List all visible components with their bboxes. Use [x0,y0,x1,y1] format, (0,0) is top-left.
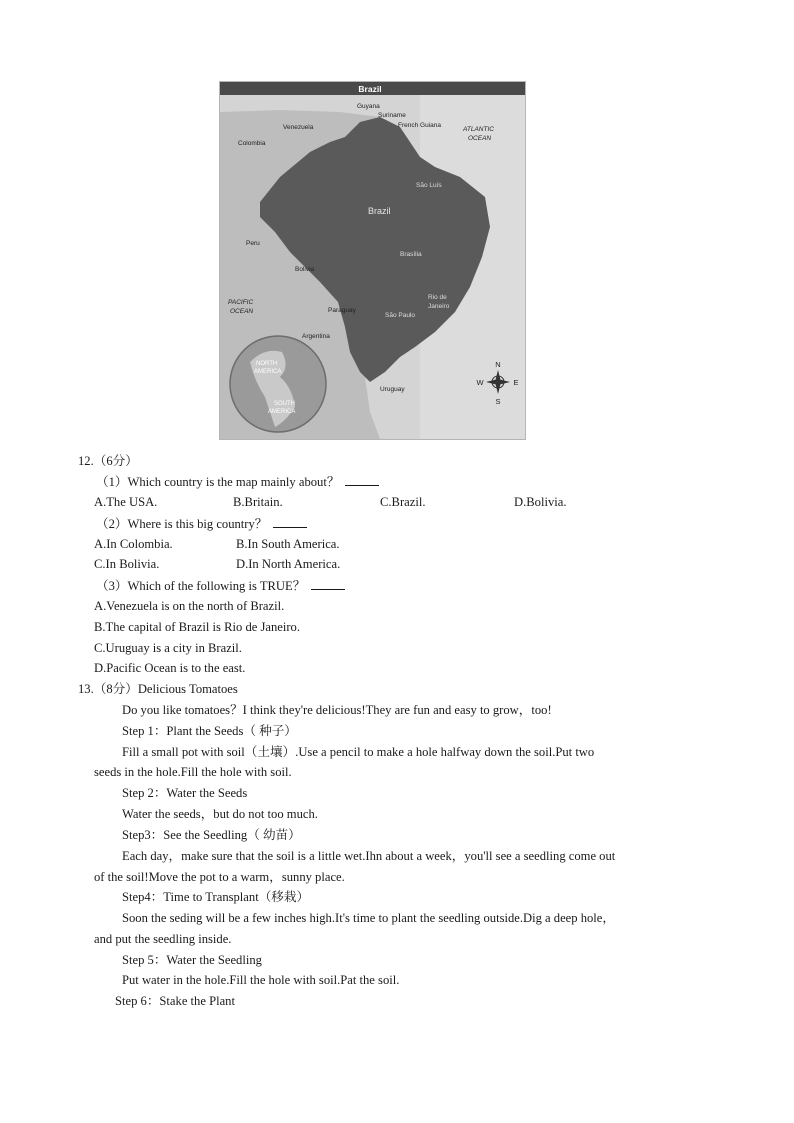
label-venezuela: Venezuela [283,124,314,131]
label-atlantic: ATLANTIC [463,126,494,133]
q13-step1-text-line2: seeds in the hole.Fill the hole with soil. [94,765,292,779]
q12-part3-option-d[interactable]: D.Pacific Ocean is to the east. [94,661,246,675]
svg-text:W: W [476,378,484,387]
brazil-map [220,82,525,439]
q12-part3-option-c[interactable]: C.Uruguay is a city in Brazil. [94,641,242,655]
q13-intro: Do you like tomatoes？I think they're delicious!They are fun and easy to grow，too! [122,703,552,717]
q12-part2-option-d[interactable]: D.In North America. [236,557,341,571]
q12-part1-option-c[interactable]: C.Brazil. [380,495,426,509]
label-suriname: Suriname [378,112,406,119]
answer-blank[interactable] [345,474,379,486]
label-bolivia: Bolivia [295,266,315,273]
q12-part2-option-a[interactable]: A.In Colombia. [94,537,173,551]
label-pacific-ocean: OCEAN [230,308,254,315]
svg-text:NORTH: NORTH [256,361,278,367]
label-rio-janeiro: Janeiro [428,303,450,310]
label-atlantic-ocean: OCEAN [468,135,492,142]
q13-step3-title: Step3：See the Seedling（ 幼苗） [122,828,301,842]
q13-step2-title: Step 2：Water the Seeds [122,786,248,800]
q13-step1-title: Step 1：Plant the Seeds（ 种子） [122,724,297,738]
q13-step4-text-line1: Soon the seding will be a few inches high.It's time to plant the seedling outside.Dig a deep hole， [122,911,615,925]
q13-step4-text-line2: and put the seedling inside. [94,932,232,946]
map-title: Brazil [358,84,382,94]
q12-part3-option-b[interactable]: B.The capital of Brazil is Rio de Janeiro. [94,620,300,634]
label-paraguay: Paraguay [328,307,356,314]
svg-text:SOUTH: SOUTH [274,401,295,407]
q12-part2-option-b[interactable]: B.In South America. [236,537,340,551]
answer-blank[interactable] [311,578,345,590]
label-peru: Peru [246,240,260,247]
label-sao-paulo: São Paulo [385,312,415,319]
label-brasilia: Brasília [400,251,422,258]
brazil-map-figure [219,81,526,440]
svg-text:E: E [513,378,519,387]
q12-part2-stem: （2）Where is this big country？ [96,516,307,532]
q13-header: 13.（8分）Delicious Tomatoes [78,682,238,696]
q12-header: 12.（6分） [78,454,138,468]
label-pacific: PACIFIC [228,299,254,306]
q13-step6-title: Step 6：Stake the Plant [115,994,235,1008]
label-colombia: Colombia [238,140,266,147]
svg-text:AMERICA: AMERICA [254,369,282,375]
label-guyana: Guyana [357,103,380,110]
q13-step5-text: Put water in the hole.Fill the hole with soil.Pat the soil. [122,973,400,987]
answer-blank[interactable] [273,516,307,528]
q13-step1-text-line1: Fill a small pot with soil（土壤）.Use a pencil to make a hole halfway down the soil.Put two [122,745,595,759]
q13-step3-text-line1: Each day，make sure that the soil is a little wet.Ihn about a week，you'll see a seedling come out [122,849,616,863]
q13-step2-text: Water the seeds，but do not too much. [122,807,318,821]
label-argentina: Argentina [302,333,330,340]
q13-step5-title: Step 5：Water the Seedling [122,953,262,967]
label-sao-luis: São Luís [416,182,442,189]
q12-part3-stem: （3）Which of the following is TRUE？ [96,578,345,594]
svg-text:N: N [495,360,501,369]
svg-text:S: S [495,397,501,406]
q12-part2-option-c[interactable]: C.In Bolivia. [94,557,160,571]
label-rio-de: Rio de [428,294,447,301]
q12-part1-option-a[interactable]: A.The USA. [94,495,158,509]
q12-part1-stem: （1）Which country is the map mainly about？ [96,474,379,490]
label-uruguay: Uruguay [380,386,405,393]
q13-step3-text-line2: of the soil!Move the pot to a warm，sunny place. [94,870,345,884]
q12-part3-option-a[interactable]: A.Venezuela is on the north of Brazil. [94,599,285,613]
q12-part1-option-b[interactable]: B.Britain. [233,495,283,509]
q13-step4-title: Step4：Time to Transplant（移栽） [122,890,310,904]
q12-part1-option-d[interactable]: D.Bolivia. [514,495,567,509]
label-french-guiana: French Guiana [398,122,441,129]
svg-text:AMERICA: AMERICA [268,409,296,415]
label-brazil: Brazil [368,206,391,216]
